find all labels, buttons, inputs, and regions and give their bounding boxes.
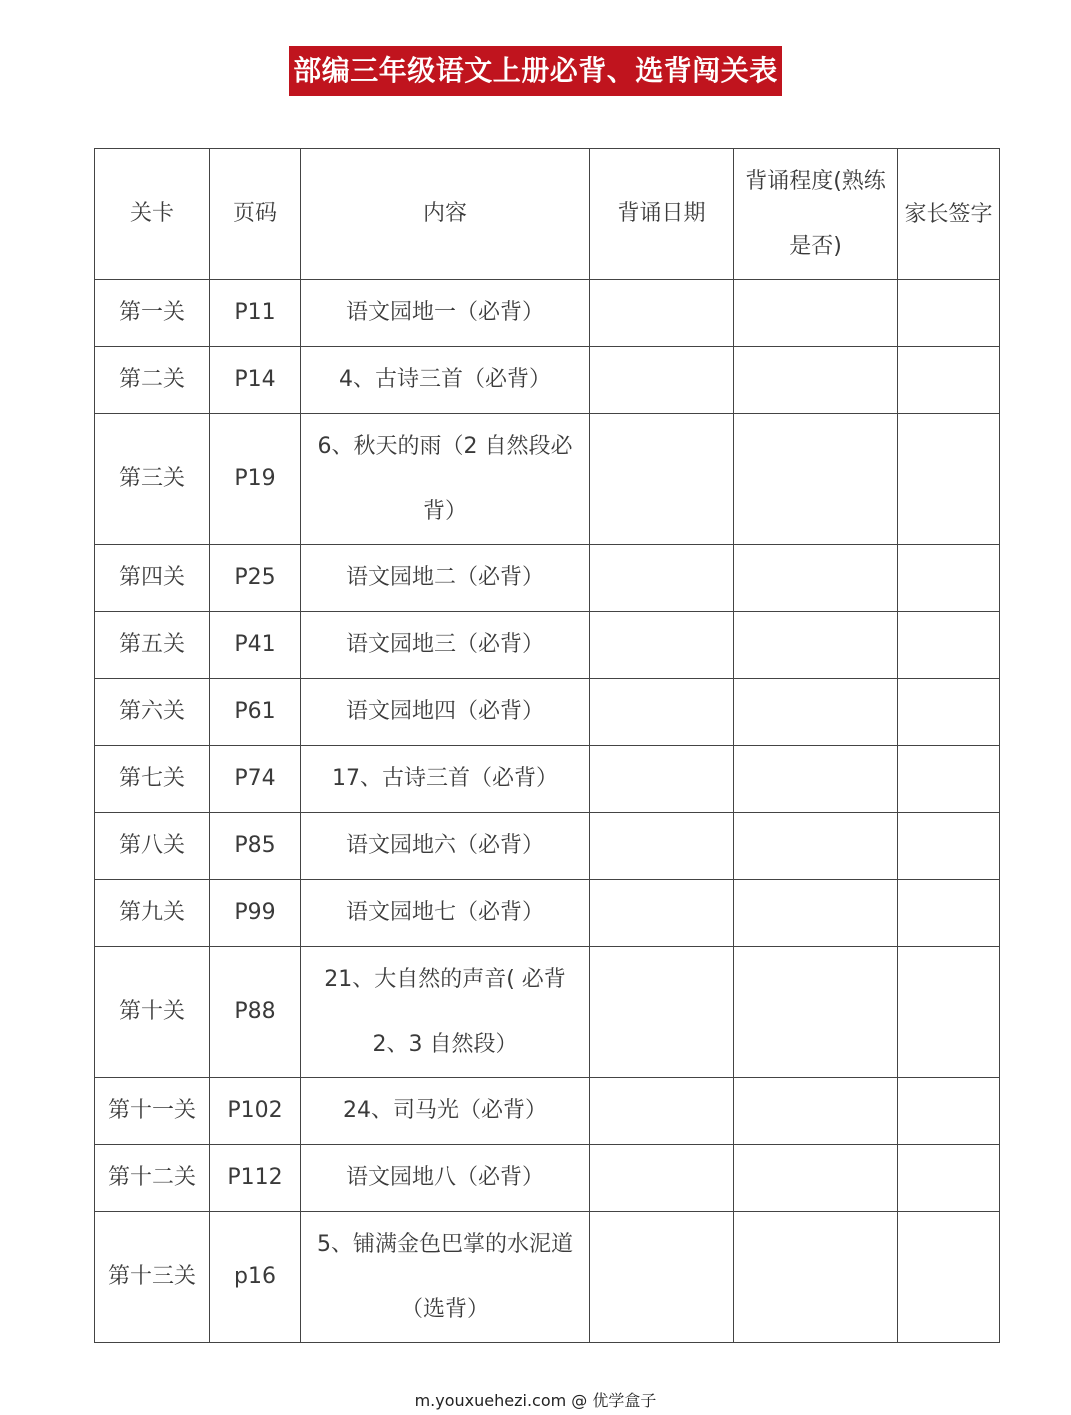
cell-date[interactable]	[590, 612, 734, 679]
table-row	[95, 414, 1000, 545]
title-wrapper	[0, 46, 1071, 96]
cell-signature[interactable]	[898, 880, 1000, 947]
cell-content: 语文园地六（必背）	[301, 813, 590, 880]
cell-page: P61	[210, 679, 301, 746]
cell-proficiency[interactable]	[734, 1212, 898, 1343]
cell-level: 第七关	[95, 746, 210, 813]
cell-level: 第九关	[95, 880, 210, 947]
header-page: 页码	[210, 149, 301, 280]
table-row	[95, 679, 1000, 746]
cell-proficiency[interactable]	[734, 414, 898, 545]
cell-signature[interactable]	[898, 347, 1000, 414]
cell-page: P85	[210, 813, 301, 880]
cell-level: 第五关	[95, 612, 210, 679]
cell-date[interactable]	[590, 545, 734, 612]
header-signature: 家长签字	[898, 149, 1000, 280]
cell-date[interactable]	[590, 1078, 734, 1145]
cell-content: 语文园地二（必背）	[301, 545, 590, 612]
cell-proficiency[interactable]	[734, 545, 898, 612]
cell-proficiency[interactable]	[734, 280, 898, 347]
table-header-row	[95, 149, 1000, 280]
cell-page: P99	[210, 880, 301, 947]
table-row	[95, 746, 1000, 813]
cell-proficiency[interactable]	[734, 679, 898, 746]
recitation-table	[94, 148, 1000, 1343]
cell-page: P112	[210, 1145, 301, 1212]
cell-signature[interactable]	[898, 545, 1000, 612]
table-row	[95, 1145, 1000, 1212]
cell-signature[interactable]	[898, 746, 1000, 813]
cell-level: 第六关	[95, 679, 210, 746]
cell-proficiency[interactable]	[734, 347, 898, 414]
cell-content: 17、古诗三首（必背）	[301, 746, 590, 813]
cell-date[interactable]	[590, 947, 734, 1078]
cell-signature[interactable]	[898, 414, 1000, 545]
cell-proficiency[interactable]	[734, 612, 898, 679]
header-date: 背诵日期	[590, 149, 734, 280]
table-row	[95, 545, 1000, 612]
cell-date[interactable]	[590, 679, 734, 746]
cell-level: 第二关	[95, 347, 210, 414]
cell-signature[interactable]	[898, 813, 1000, 880]
cell-page: P14	[210, 347, 301, 414]
cell-page: P19	[210, 414, 301, 545]
cell-page: P88	[210, 947, 301, 1078]
cell-date[interactable]	[590, 813, 734, 880]
cell-date[interactable]	[590, 1145, 734, 1212]
cell-page: P25	[210, 545, 301, 612]
cell-content: 语文园地八（必背）	[301, 1145, 590, 1212]
cell-date[interactable]	[590, 347, 734, 414]
table-row	[95, 612, 1000, 679]
cell-content: 21、大自然的声音( 必背 2、3 自然段）	[301, 947, 590, 1078]
header-level: 关卡	[95, 149, 210, 280]
cell-proficiency[interactable]	[734, 1078, 898, 1145]
cell-signature[interactable]	[898, 1145, 1000, 1212]
cell-content: 24、司马光（必背）	[301, 1078, 590, 1145]
cell-page: p16	[210, 1212, 301, 1343]
cell-level: 第三关	[95, 414, 210, 545]
table-row	[95, 880, 1000, 947]
cell-level: 第十二关	[95, 1145, 210, 1212]
cell-date[interactable]	[590, 1212, 734, 1343]
page-title: 部编三年级语文上册必背、选背闯关表	[289, 46, 782, 96]
cell-date[interactable]	[590, 414, 734, 545]
cell-signature[interactable]	[898, 280, 1000, 347]
cell-level: 第一关	[95, 280, 210, 347]
table-row	[95, 813, 1000, 880]
header-proficiency: 背诵程度(熟练是否)	[734, 149, 898, 280]
cell-proficiency[interactable]	[734, 1145, 898, 1212]
cell-proficiency[interactable]	[734, 813, 898, 880]
cell-level: 第十一关	[95, 1078, 210, 1145]
cell-signature[interactable]	[898, 1078, 1000, 1145]
cell-signature[interactable]	[898, 679, 1000, 746]
cell-level: 第四关	[95, 545, 210, 612]
cell-page: P74	[210, 746, 301, 813]
header-content: 内容	[301, 149, 590, 280]
table-row	[95, 280, 1000, 347]
cell-proficiency[interactable]	[734, 746, 898, 813]
table-row	[95, 1212, 1000, 1343]
cell-content: 5、铺满金色巴掌的水泥道（选背）	[301, 1212, 590, 1343]
cell-content: 6、秋天的雨（2 自然段必背）	[301, 414, 590, 545]
cell-date[interactable]	[590, 746, 734, 813]
cell-page: P41	[210, 612, 301, 679]
table-row	[95, 1078, 1000, 1145]
cell-level: 第八关	[95, 813, 210, 880]
cell-proficiency[interactable]	[734, 947, 898, 1078]
footer-watermark[interactable]: m.youxuehezi.com @ 优学盒子	[414, 1391, 657, 1410]
cell-level: 第十三关	[95, 1212, 210, 1343]
cell-page: P102	[210, 1078, 301, 1145]
cell-level: 第十关	[95, 947, 210, 1078]
cell-content: 语文园地一（必背）	[301, 280, 590, 347]
cell-date[interactable]	[590, 880, 734, 947]
table-row	[95, 347, 1000, 414]
cell-content: 语文园地七（必背）	[301, 880, 590, 947]
cell-page: P11	[210, 280, 301, 347]
cell-proficiency[interactable]	[734, 880, 898, 947]
cell-date[interactable]	[590, 280, 734, 347]
table-row	[95, 947, 1000, 1078]
cell-signature[interactable]	[898, 612, 1000, 679]
cell-content: 语文园地四（必背）	[301, 679, 590, 746]
cell-signature[interactable]	[898, 947, 1000, 1078]
cell-signature[interactable]	[898, 1212, 1000, 1343]
cell-content: 语文园地三（必背）	[301, 612, 590, 679]
cell-content: 4、古诗三首（必背）	[301, 347, 590, 414]
